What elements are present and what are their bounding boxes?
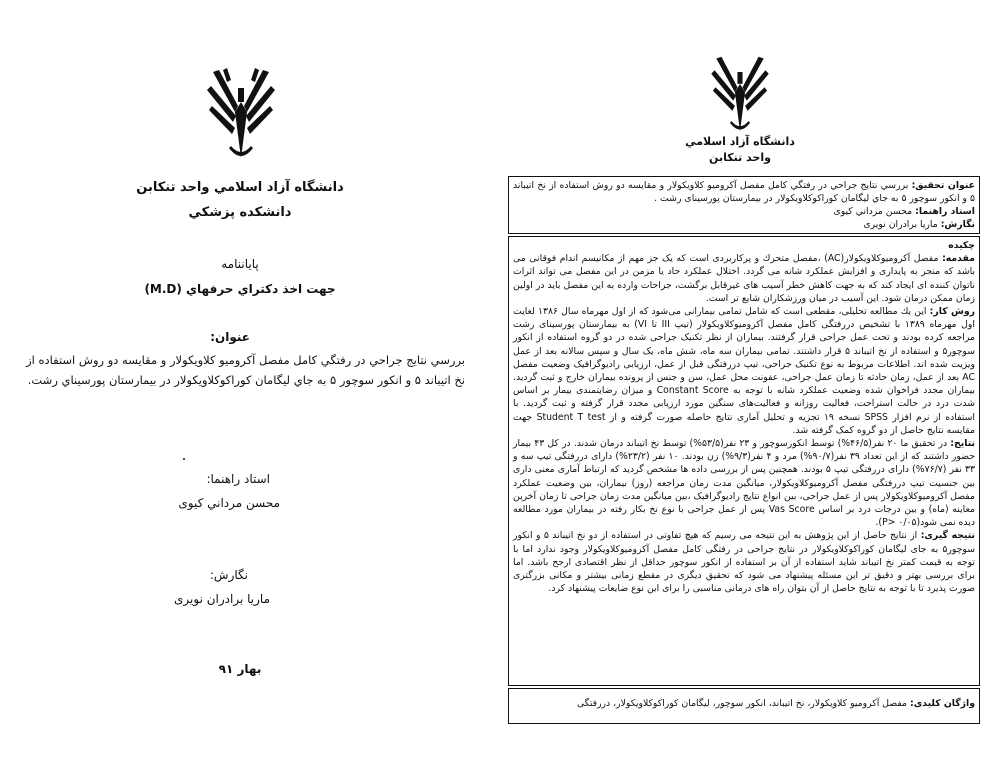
abstract-results (513, 437, 975, 529)
supervisor-label: استاد راهنما: (206, 472, 270, 486)
research-info-box (508, 176, 980, 234)
abstract-box (508, 236, 980, 686)
research-title (513, 179, 975, 205)
abstract-conclusion (513, 529, 975, 595)
intro-text: مفصل آكروميوكلاويكولار(AC) ،مفصل متحرك و پركاربردى است كه يک جز مهم از مكانيسم اندام فوقانى مى باشد كه منجر به پايدارى و افزايش عملكرد شانه مى گردد. اختلال عملكرد حاد يا مزمن در اين مفصل مى تواند اثرات ناتوان كننده اى ايجاد كند كه به جهت كاهش خطر آسيب هاى غيرقابل برگشت، جراحات وارده به اين مفصل بايد در اولين زمان ممكن درمان شود. اين آسيب در ميان ورزشكاران شايع تر است. (513, 253, 975, 304)
university-logo-icon (205, 62, 277, 166)
research-title-label: عنوان تحقيق: (911, 180, 975, 191)
supervisor-line (513, 205, 975, 218)
university-name: دانشگاه آزاد اسلامي واحد تنكابن (136, 180, 344, 195)
abstract-heading: چكيده (948, 240, 975, 251)
degree-label: جهت اخذ دكتراي حرفهاي (M.D) (144, 282, 336, 296)
author-name: ماريا برادران نويرى (863, 219, 938, 230)
conclusion-text: از نتايج حاصل از اين پژوهش به اين نتيجه مى رسيم كه هيچ تفاوتى در استفاده از دو نخ اتيباند ۵ و انكور سوچور۵ به جاى ليگامان كوراكوكلاويكولار در نتايج جراحى در رفتگى كامل مفصل آكروميوكلاويكولار وجود ندارد اما با توجه به قيمت كمتر نخ اتيباند شايد استفاده از آن بر استفاده از انكور سوچور حداقل از نظر اقتصادى ارجح باشد. اما براى بررسى بهتر و دقيق تر اين مسئله پيشنهاد مى شود كه تحقيق ديگرى در مقطع زمانى بيشتر و مكانى بزرگترى صورت پذيرد تا با توجه به نتايج حاصل از آن بتوان راه هاى درمانى مناسبى را براى اين نوع ضايعات پيشنهاد كرد. (513, 530, 975, 595)
university-name: دانشگاه آزاد اسلامي (685, 135, 795, 148)
method-label: روش كار: (929, 306, 975, 318)
supervisor-label: استاد راهنما: (915, 206, 975, 217)
author-name: ماريا برادران نويرى (174, 592, 270, 606)
abstract-intro (513, 252, 975, 305)
unit-name: واحد تنكابن (709, 151, 771, 164)
thesis-label: پاياننامه (221, 257, 259, 271)
supervisor-name: محسن مرداني كيوى (833, 206, 913, 217)
university-logo-icon (708, 50, 772, 138)
keywords-label: واژگان كليدى: (910, 698, 975, 709)
supervisor-name: محسن مرداني كيوى (178, 496, 280, 510)
results-label: نتايج: (950, 438, 975, 450)
conclusion-label: نتيجه گيرى: (920, 530, 976, 542)
thesis-cover-page (0, 0, 480, 772)
abstract-method (513, 305, 975, 437)
title-label: عنوان: (210, 330, 250, 344)
author-label: نگارش: (209, 568, 248, 582)
thesis-title: بررسي نتايج جراحي در رفتگي كامل مفصل آكروميو كلاويكولار و مقايسه دو روش استفاده از نخ اتيباند ۵ و انكور سوچور ۵ به جاي ليگامان كوراكوكلاويكولار در بيمارستان پورسيناي رشت. (26, 353, 465, 387)
keywords-text: مفصل آكروميو كلاويكولار، نخ اتيباند، انكور سوچور، ليگامان كوراكوكلاويكولار، دررفتگى (576, 698, 908, 709)
author-line (513, 218, 975, 231)
results-text: در تحقيق ما ۲۰ نفر(۴۶/۵%) توسط انكورسوچور و ۲۳ نفر(۵۳/۵%) توسط نخ اتيباند درمان شدند. در كل ۴۳ بيمار حضور داشتند كه از اين تعداد ۳۹ نفر(۹۰/۷%) مرد و ۴ نفر(۹/۳%) زن بودند. ۱۰ نفر (۲۳/۲%) داراى دررفتگى تيپ سه و ۳۳ نفر (۷۶/۷%) داراى دررفتگى تيپ ۵ بودند. همچنين پس از بررسى داده ها مشخص گرديد كه ارتباط آمارى معنى دارى بين جنسيت تيپ دررفتگى مفصل آكروميوكلاويكولار، ميانگين مدت زمان مراجعه (روز) بيماران، بين وضعيت عملكرد مفصل آكروميوكلاويكولار پس از عمل جراحى، بين انواع نتايج راديوگرافيک ،بين ميانگين مدت زمان جراحى تا زمان آخرين معاينه (ماه) و بين درجات درد بر اساس Vas Score پس از عمل جراحى با نوع نخ بكار رفته در بيماران مورد مطالعه ديده نمى شود(P> ۰/۰۵). (513, 438, 975, 529)
method-text: اين يك مطالعه تحليلى، مقطعى است كه شامل تمامى بيمارانى مى‌شود كه از اول مهرماه سال ۱۳۸۶ لغايت اول مهرماه ۱۳۸۹ با تشخيص دررفتگى كامل مفصل آكروميوكلاويكولار (تيپ III تا VI) به بيمارستان پورسيناى رشت مراجعه كرده بودند و تحت عمل جراحى قرار گرفتند. بيماران از نظر تكنيک جراحى شده در دو گروه استفاده از انكور سوچور۵ و استفاده از نخ اتيباند ۵ قرار داشتند. تمامى بيماران سه ماه، شش ماه، يک سال و سپس سالانه بعد از عمل ويزيت شده اند. اطلاعات مربوط به نوع تكنيک جراحى، تيپ دررفتگى قبل از عمل، ارزيابى راديوگرافيک وضعيت مفصل AC بعد از عمل، زمان حادثه تا زمان عمل جراحى، عفونت محل عمل، سن و جنس از پرونده بيماران خارج و ثبت گرديد. بيماران مجدد فراخوان شده وضعيت عملكرد شانه با توجه به Constant Score و ميزان رضايتمندى بيمار بر اساس شدت درد در حالت استراحت، فعاليت روزانه و فعاليت‌هاى سنگين مورد ارزيابى مجدد قرار گرفته و ثبت گرديد. با استفاده از نرم افزار SPSS نسخه ۱۹ تجزيه و تحليل آمارى نتايج حاصله صورت گرفته و از Student T test جهت مقايسه نتايج حاصل از دو گروه كمک گرفته شد. (513, 306, 976, 436)
speck (183, 458, 185, 460)
intro-label: مقدمه: (942, 253, 975, 265)
abstract-page (480, 0, 1000, 772)
keywords-box (508, 688, 980, 724)
season-year: بهار ۹۱ (218, 662, 262, 676)
faculty-name: دانشكده پزشكي (188, 205, 292, 220)
research-title-text: بررسي نتايج جراحي در رفتگي كامل مفصل آكروميو كلاويكولار و مقايسه دو روش استفاده از نخ اتيباند ۵ و انكور سوچور ۵ به جاي ليگامان كوراكوكلاويكولار در بيمارستان پورسيناى رشت . (513, 180, 975, 204)
author-label: نگارش: (940, 219, 975, 230)
